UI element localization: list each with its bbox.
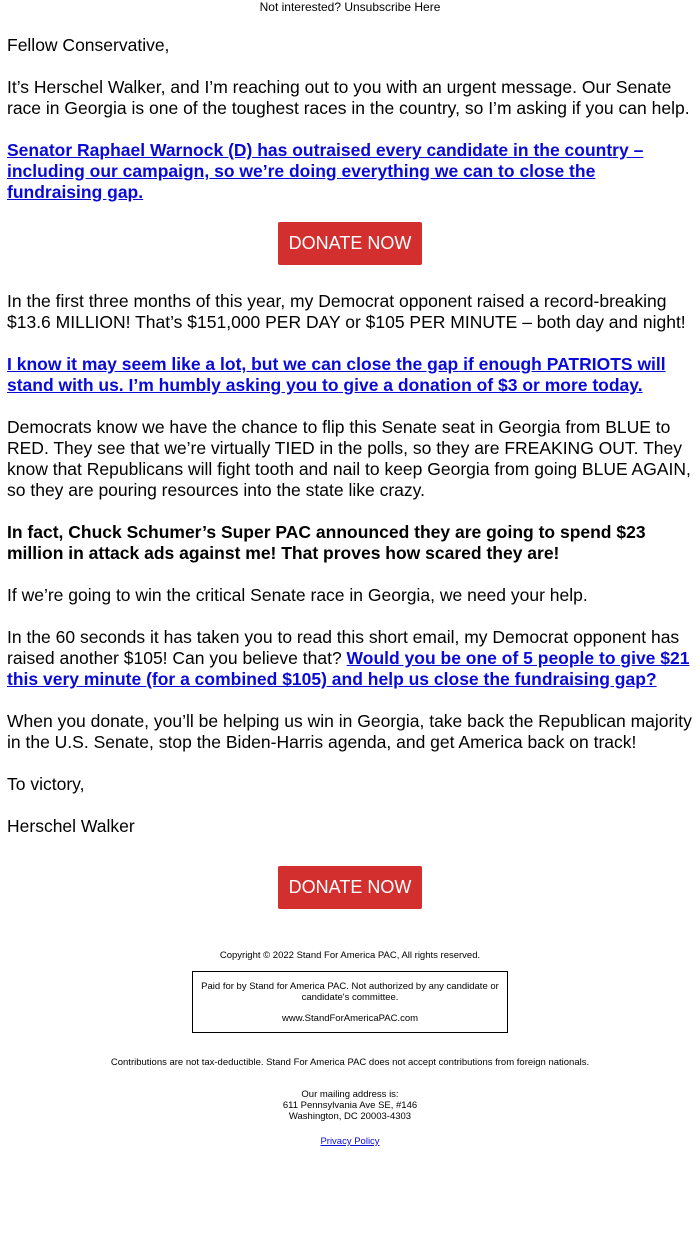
paragraph-when-you-donate: When you donate, you’ll be helping us win in Georgia, take back the Republican majority in the U.S. Senate, stop the Biden-Harris agenda, and get America back on track! bbox=[7, 711, 692, 752]
signature: Herschel Walker bbox=[7, 816, 135, 836]
disclaimer: Contributions are not tax-deductible. Stand For America PAC does not accept contributions from foreign nationals. bbox=[110, 1057, 590, 1068]
paragraph-super-pac: In fact, Chuck Schumer’s Super PAC announced they are going to spend $23 million in attack ads against me! That proves how scared they are! bbox=[7, 522, 646, 563]
donate-button-wrap-bottom bbox=[7, 866, 693, 909]
paragraph-flip-seat: Democrats know we have the chance to flip this Senate seat in Georgia from BLUE to RED. They see that we’re virtually TIED in the polls, so they are FREAKING OUT. They know that Republicans will fight tooth and nail to keep Georgia from going BLUE AGAIN, so they are pouring resources into the state like crazy. bbox=[7, 417, 691, 500]
paragraph-60-seconds-text: In the 60 seconds it has taken you to read this short email, my Democrat opponent has raised another $105! Can you believe that? bbox=[7, 627, 680, 668]
privacy-policy-link[interactable]: Privacy Policy bbox=[320, 1136, 380, 1147]
copyright: Copyright © 2022 Stand For America PAC, All rights reserved. bbox=[219, 950, 481, 961]
greeting: Fellow Conservative, bbox=[7, 35, 170, 55]
footer bbox=[0, 950, 700, 1147]
paragraph-link-2 bbox=[7, 354, 693, 396]
email-body bbox=[0, 35, 700, 909]
paragraph-fundraising: In the first three months of this year, my Democrat opponent raised a record-breaking $13.6 MILLION! That’s $151,000 PER DAY or $105 PER MINUTE – both day and night! bbox=[7, 291, 686, 332]
donate-now-button-top[interactable]: DONATE NOW bbox=[278, 222, 423, 265]
website-text: www.StandForAmericaPAC.com bbox=[281, 1013, 419, 1024]
paragraph-link-1 bbox=[7, 140, 693, 203]
donate-now-button-bottom[interactable]: DONATE NOW bbox=[278, 866, 423, 909]
mailing-address-label: Our mailing address is: bbox=[301, 1089, 399, 1100]
closing: To victory, bbox=[7, 774, 85, 794]
paragraph-need-help: If we’re going to win the critical Senate race in Georgia, we need your help. bbox=[7, 585, 588, 605]
donate-button-wrap-top bbox=[7, 222, 693, 265]
unsubscribe-bar bbox=[0, 0, 700, 14]
paid-for-box bbox=[192, 971, 508, 1033]
mailing-address-line-2: Washington, DC 20003-4303 bbox=[288, 1111, 412, 1122]
donate-3-link[interactable]: I know it may seem like a lot, but we can close the gap if enough PATRIOTS will stand with us. I’m humbly asking you to give a donation of $3 or more today. bbox=[7, 354, 666, 395]
unsubscribe-link[interactable]: Not interested? Unsubscribe Here bbox=[259, 0, 441, 14]
paragraph-intro: It’s Herschel Walker, and I’m reaching out to you with an urgent message. Our Senate race in Georgia is one of the toughest races in the country, so I’m asking if you can help. bbox=[7, 77, 690, 118]
paid-for-text: Paid for by Stand for America PAC. Not authorized by any candidate or candidate's committee. bbox=[201, 981, 499, 1003]
donate-21-link[interactable]: Would you be one of 5 people to give $21 this very minute (for a combined $105) and help us close the fundraising gap? bbox=[7, 648, 690, 689]
paragraph-60-seconds bbox=[7, 627, 693, 690]
warnock-outraised-link[interactable]: Senator Raphael Warnock (D) has outraised every candidate in the country – including our campaign, so we’re doing everything we can to close the fundraising gap. bbox=[7, 140, 644, 202]
mailing-address-line-1: 611 Pennsylvania Ave SE, #146 bbox=[282, 1100, 418, 1111]
